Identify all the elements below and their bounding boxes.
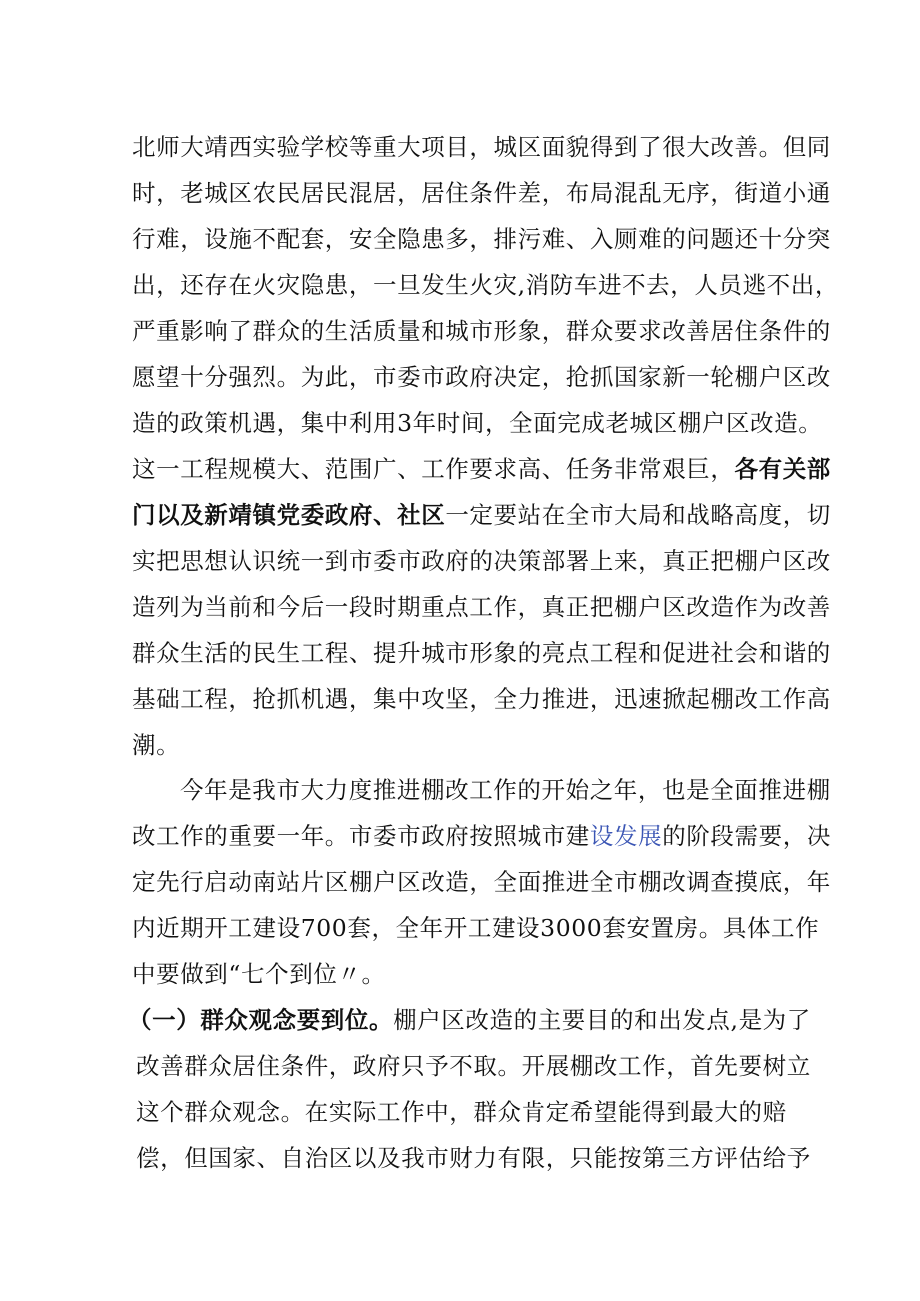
text-run: 一定要站在全市大局和战略高度，切 (445, 501, 831, 529)
highlighted-text-run: 设发展 (589, 822, 663, 850)
text-line: 群众生活的民生工程、提升城市形象的亮点工程和促进社会和谐的 (132, 639, 831, 667)
text-line: 北师大靖西实验学校等重大项目，城区面貌得到了很大改善。但同 (132, 133, 831, 161)
section-heading: （一）群众观念要到位。 (128, 1006, 394, 1034)
text-line: 出，还存在火灾隐患，一旦发生火灾,消防车进不去，人员逃不出， (132, 271, 839, 299)
text-line: 内近期开工建设700套，全年开工建设3000套安置房。具体工作 (132, 914, 820, 942)
text-line: 实把思想认识统一到市委市政府的决策部署上来，真正把棚户区改 (132, 547, 831, 575)
paragraph-first-line: 今年是我市大力度推进棚改工作的开始之年，也是全面推进棚 (180, 776, 831, 804)
text-line: 造的政策机遇，集中利用3年时间，全面完成老城区棚户区改造。 (132, 409, 823, 437)
text-line: 严重影响了群众的生活质量和城市形象，群众要求改善居住条件的 (132, 317, 831, 345)
text-line: 改善群众居住条件，政府只予不取。开展棚改工作，首先要树立 (136, 1052, 811, 1080)
text-line (132, 449, 831, 489)
text-line: 中要做到“七个到位〃。 (132, 960, 386, 988)
text-line (132, 495, 831, 535)
bold-text-run: 各有关部 (734, 455, 831, 483)
text-line: 潮。 (132, 731, 181, 759)
text-run: 的阶段需要，决 (662, 822, 831, 850)
text-line: 造列为当前和今后一段时期重点工作，真正把棚户区改造作为改善 (132, 593, 831, 621)
text-line: 行难，设施不配套，安全隐患多，排污难、入厕难的问题还十分突 (132, 225, 831, 253)
text-line (132, 816, 831, 856)
text-run: 棚户区改造的主要目的和出发点,是为了 (393, 1006, 811, 1034)
text-line: 时，老城区农民居民混居，居住条件差，布局混乱无序，街道小通 (132, 179, 831, 207)
text-line: 这个群众观念。在实际工作中，群众肯定希望能得到最大的赔 (136, 1098, 787, 1126)
text-line: 愿望十分强烈。为此，市委市政府决定，抢抓国家新一轮棚户区改 (132, 363, 831, 391)
text-run: 改工作的重要一年。市委市政府按照城市建 (132, 822, 590, 850)
section-heading-line (128, 1000, 811, 1040)
text-run: 这一工程规模大、范围广、工作要求高、任务非常艰巨， (132, 455, 735, 483)
bold-text-run: 门以及新靖镇党委政府、社区 (132, 501, 446, 529)
text-line: 定先行启动南站片区棚户区改造，全面推进全市棚改调查摸底，年 (132, 868, 831, 896)
text-line: 偿，但国家、自治区以及我市财力有限，只能按第三方评估给予 (136, 1144, 811, 1172)
text-line: 基础工程，抢抓机遇，集中攻坚，全力推进，迅速掀起棚改工作高 (132, 685, 831, 713)
